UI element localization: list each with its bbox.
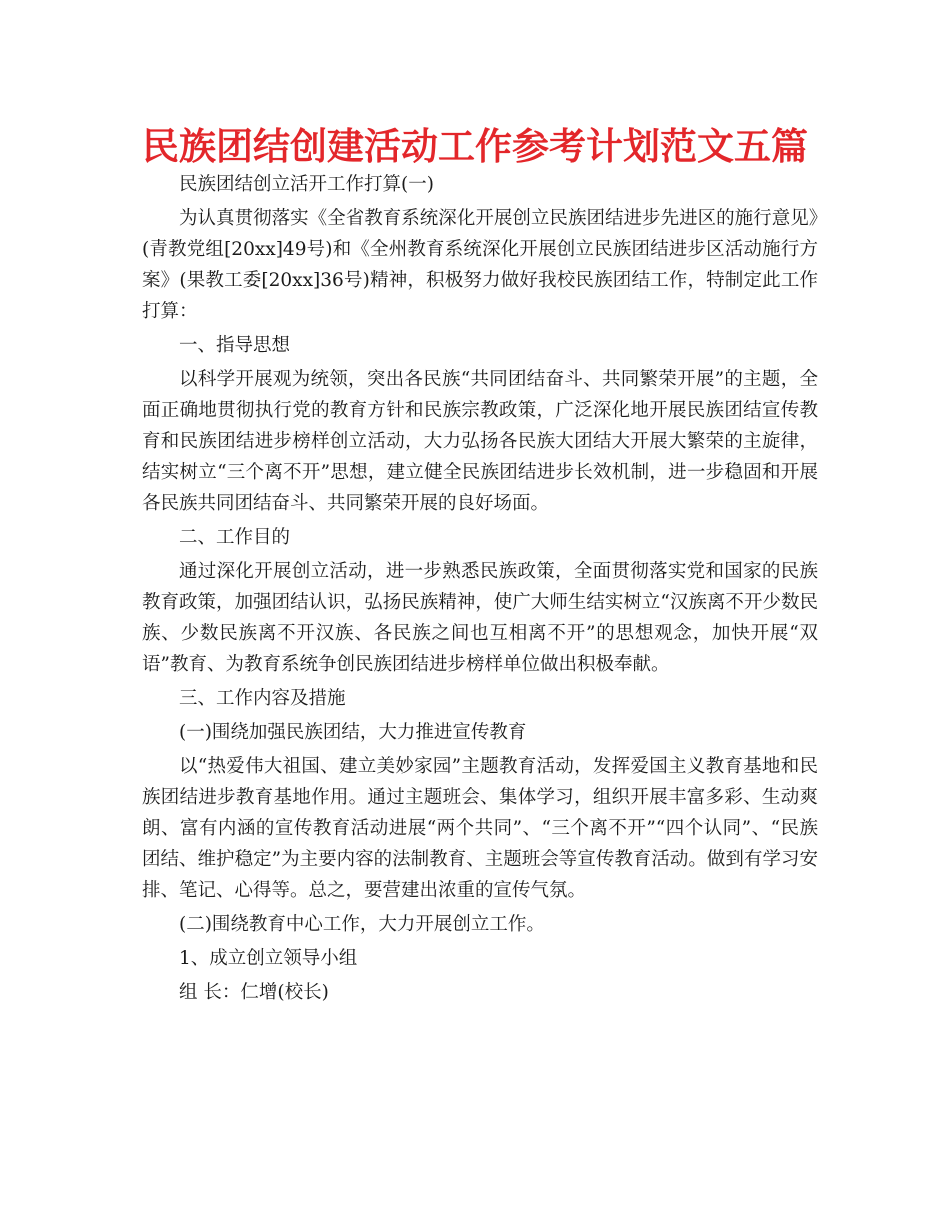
document-body — [142, 169, 818, 1008]
section-heading-work-content: 三、工作内容及措施 — [179, 688, 346, 709]
section-heading-work-goal: 二、工作目的 — [179, 527, 291, 548]
subsection-heading-publicity: (一)围绕加强民族团结，大力推进宣传教育 — [179, 722, 527, 743]
guiding-thought-paragraph: 以科学开展观为统领，突出各民族“共同团结奋斗、共同繁荣开展”的主题，全面正确地贯彻执行党的教育方针和民族宗教政策，广泛深化地开展民族团结宣传教育和民族团结进步榜样创立活动，大力弘扬各民族大团结大开展大繁荣的主旋律，结实树立“三个离不开”思想，建立健全民族团结进步长效机制，进一步稳固和开展各民族共同团结奋斗、共同繁荣开展的良好场面。 — [142, 369, 818, 514]
subsection-heading-education-center: (二)围绕教育中心工作，大力开展创立工作。 — [179, 914, 545, 935]
section-heading-guiding-thought: 一、指导思想 — [179, 335, 291, 356]
work-goal-paragraph: 通过深化开展创立活动，进一步熟悉民族政策，全面贯彻落实党和国家的民族教育政策，加强团结认识，弘扬民族精神，使广大师生结实树立“汉族离不开少数民族、少数民族离不开汉族、各民族之间也互相离不开”的思想观念，加快开展“双语”教育、为教育系统争创民族团结进步榜样单位做出积极奉献。 — [142, 561, 818, 675]
subtitle-plan-one: 民族团结创立活开工作打算(一) — [179, 174, 434, 195]
publicity-paragraph: 以“热爱伟大祖国、建立美妙家园”主题教育活动，发挥爱国主义教育基地和民族团结进步教育基地作用。通过主题班会、集体学习，组织开展丰富多彩、生动爽朗、富有内涵的宣传教育活动进展“两个共同”、“三个离不开”“四个认同”、“民族团结、维护稳定”为主要内容的法制教育、主题班会等宣传教育活动。做到有学习安排、笔记、心得等。总之，要营建出浓重的宣传气氛。 — [142, 756, 818, 901]
intro-paragraph: 为认真贯彻落实《全省教育系统深化开展创立民族团结进步先进区的施行意见》(青教党组[20xx]49号)和《全州教育系统深化开展创立民族团结进步区活动施行方案》(果教工委[20xx]36号)精神，积极努力做好我校民族团结工作，特制定此工作打算： — [142, 208, 818, 322]
item-leadership-group: 1、成立创立领导小组 — [179, 948, 358, 969]
item-group-leader: 组 长：仁增(校长) — [179, 982, 329, 1003]
document-title: 民族团结创建活动工作参考计划范文五篇 — [142, 125, 808, 168]
